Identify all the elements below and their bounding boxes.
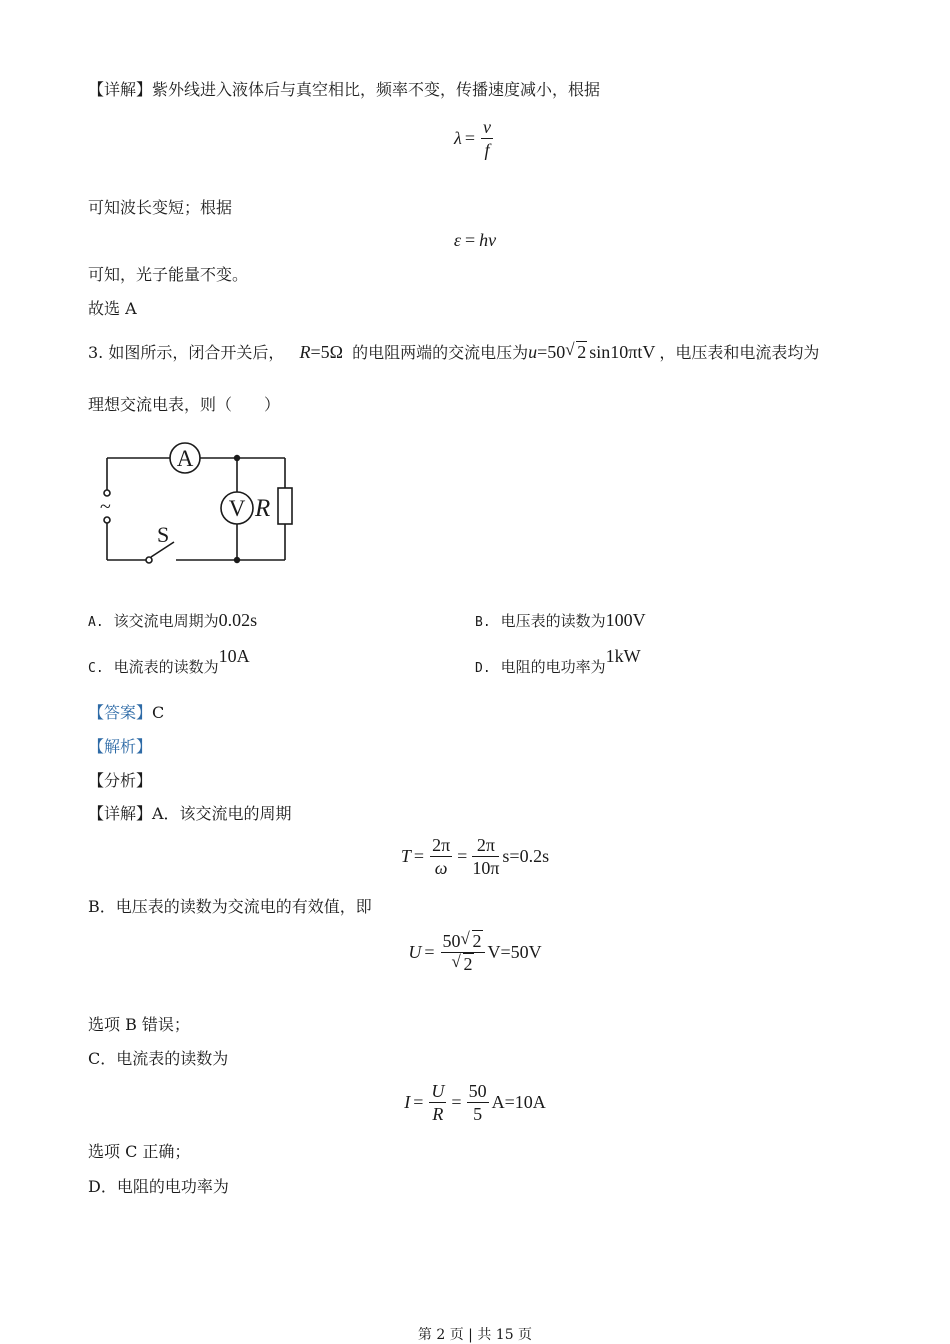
eqU-den-rad: 2 bbox=[463, 954, 473, 974]
junction-bottom bbox=[234, 557, 240, 563]
q3-r-symbol: R bbox=[299, 342, 311, 362]
paragraph-choose: 故选 A bbox=[88, 299, 137, 318]
eqT-num-2: 2π bbox=[472, 834, 499, 857]
eqU-num-a: 50 bbox=[442, 931, 461, 951]
resistor-box bbox=[278, 488, 292, 524]
eqU-lhs: U bbox=[408, 942, 422, 962]
page-footer: 第 2 页 | 共 15 页 bbox=[417, 1327, 533, 1343]
answer-tag: 【答案】 bbox=[88, 703, 153, 722]
fenxi-tag: 【分析】 bbox=[88, 771, 153, 790]
junction-top bbox=[234, 455, 240, 461]
eqI-lhs: I bbox=[404, 1092, 411, 1112]
option-c-text: 电流表的读数为 bbox=[113, 658, 219, 676]
option-a-text: 该交流电周期为 bbox=[113, 612, 219, 630]
eqU-tail: V=50V bbox=[487, 942, 542, 962]
paragraph-c-right: 选项 C 正确； bbox=[88, 1142, 191, 1161]
option-d[interactable] bbox=[475, 646, 641, 677]
q3-u-rest: sin10πtV bbox=[589, 342, 656, 362]
eqI-den-1: R bbox=[432, 1104, 444, 1124]
paragraph-b: B．电压表的读数为交流电的有效值，即 bbox=[88, 897, 372, 916]
paragraph-wavelength: 可知波长变短；根据 bbox=[88, 198, 233, 217]
eqU-equals: = bbox=[424, 942, 435, 962]
option-d-text: 电阻的电功率为 bbox=[500, 658, 606, 676]
circuit-diagram bbox=[96, 436, 296, 572]
eqT-tail: s=0.2s bbox=[502, 846, 550, 866]
eq1-lhs: λ bbox=[454, 128, 462, 148]
eqT-equals-2: = bbox=[457, 846, 468, 866]
ac-source-symbol: ~ bbox=[100, 496, 111, 518]
eqI-num-2: 50 bbox=[468, 1081, 487, 1101]
equation-wavelength bbox=[0, 116, 950, 161]
option-b[interactable] bbox=[475, 610, 646, 631]
eqT-den-2: 10π bbox=[472, 858, 500, 878]
equation-period bbox=[0, 834, 950, 879]
option-a[interactable] bbox=[88, 610, 257, 631]
option-c-value: 10A bbox=[218, 646, 250, 666]
q3-u-eq: =50 bbox=[537, 342, 566, 362]
eqT-den-1: ω bbox=[434, 858, 448, 878]
switch-pivot bbox=[146, 557, 152, 563]
eqI-tail: A=10A bbox=[491, 1092, 546, 1112]
eqI-den-2: 5 bbox=[473, 1104, 483, 1124]
paragraph-c: C．电流表的读数为 bbox=[88, 1049, 229, 1068]
equation-voltage: U = 50 √ 2 √ 2 V=50V bbox=[408, 929, 542, 974]
resistor-label: R bbox=[255, 495, 271, 522]
eq2-lhs: ε bbox=[453, 230, 461, 250]
q3-u-symbol: u bbox=[528, 342, 538, 362]
option-b-text: 电压表的读数为 bbox=[500, 612, 606, 630]
paragraph-energy: 可知，光子能量不变。 bbox=[88, 265, 249, 284]
eqI-num-1: U bbox=[431, 1081, 445, 1101]
option-d-value: 1kW bbox=[605, 646, 641, 666]
paragraph-d: D．电阻的电功率为 bbox=[88, 1177, 229, 1196]
option-b-value: 100V bbox=[605, 610, 646, 630]
eq2-equals: = bbox=[464, 230, 476, 250]
eqI-equals-2: = bbox=[451, 1092, 462, 1112]
eqT-num-1: 2π bbox=[432, 835, 451, 855]
voltmeter-label: V bbox=[228, 496, 246, 521]
option-c-label: C. bbox=[88, 661, 104, 676]
eqT-equals-1: = bbox=[413, 846, 425, 866]
paragraph-b-wrong: 选项 B 错误； bbox=[88, 1015, 190, 1034]
eq1-denominator: f bbox=[484, 140, 490, 160]
q3-text-b: 的电阻两端的交流电压为 bbox=[352, 343, 529, 362]
answer-line bbox=[88, 703, 164, 723]
q3-r-value: =5Ω bbox=[310, 342, 343, 362]
eq1-equals: = bbox=[464, 128, 475, 148]
analysis-tag: 【解析】 bbox=[88, 737, 153, 756]
eqT-lhs: T bbox=[400, 846, 411, 866]
eqI-equals-1: = bbox=[413, 1092, 424, 1112]
answer-value: C bbox=[152, 703, 165, 722]
eq1-numerator: v bbox=[482, 117, 491, 137]
option-b-label: B. bbox=[475, 615, 491, 630]
q3-text-a: 3. 如图所示，闭合开关后， bbox=[88, 343, 285, 362]
detail-a: 【详解】A．该交流电的周期 bbox=[88, 804, 292, 823]
switch-label: S bbox=[157, 522, 170, 547]
detail-paragraph-1: 【详解】紫外线进入液体后与真空相比，频率不变，传播速度减小，根据 bbox=[88, 80, 601, 99]
option-d-label: D. bbox=[475, 661, 491, 676]
question-3-line-2: 理想交流电表，则（ ） bbox=[88, 395, 281, 414]
q3-u-radicand: 2 bbox=[577, 342, 587, 362]
eqU-num-rad: 2 bbox=[472, 931, 482, 951]
ammeter-label: A bbox=[176, 446, 194, 471]
option-a-label: A. bbox=[88, 615, 104, 630]
equation-current bbox=[0, 1080, 950, 1125]
option-a-value: 0.02s bbox=[218, 610, 258, 630]
equation-energy bbox=[0, 230, 950, 251]
option-c[interactable] bbox=[88, 646, 250, 677]
q3-text-c: ，电压表和电流表均为 bbox=[659, 343, 820, 362]
eq2-rhs: hν bbox=[479, 230, 497, 250]
question-3-line-1: 3. 如图所示，闭合开关后， R=5Ω 的电阻两端的交流电压为u=50 √ 2 sin10πtV ，电压表和电流表均为 bbox=[88, 340, 820, 362]
